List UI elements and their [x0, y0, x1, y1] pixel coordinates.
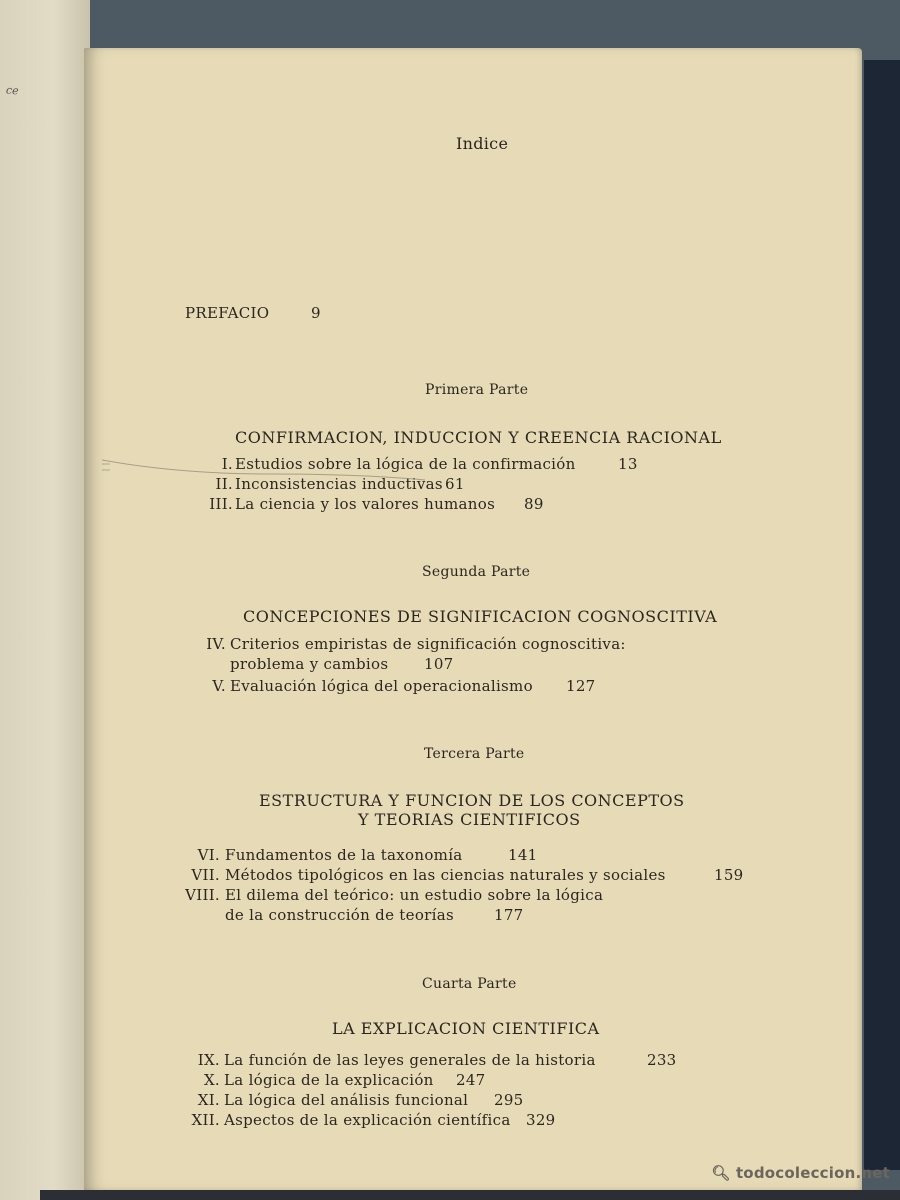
- prefacio-page: 9: [311, 304, 321, 322]
- entry-title: Evaluación lógica del operacionalismo: [230, 677, 533, 695]
- entry-page: 329: [526, 1111, 556, 1129]
- entry-title: La lógica del análisis funcional: [224, 1091, 469, 1109]
- part-label: Primera Parte: [425, 382, 529, 398]
- facing-page: [0, 0, 90, 1200]
- entry-numeral: II.: [215, 475, 233, 493]
- entry-title: El dilema del teórico: un estudio sobre la lógica: [225, 886, 604, 904]
- section-title: LA EXPLICACION CIENTIFICA: [332, 1019, 600, 1038]
- prefacio-label: PREFACIO: [185, 304, 270, 322]
- entry-numeral: III.: [209, 495, 233, 513]
- entry-page: 247: [456, 1071, 486, 1089]
- entry-numeral: IV.: [206, 635, 226, 653]
- entry-page: 141: [508, 846, 538, 864]
- watermark-text: todocoleccion.net: [735, 1164, 890, 1182]
- entry-numeral: VI.: [197, 846, 220, 864]
- entry-page: 61: [445, 475, 465, 493]
- entry-title: La ciencia y los valores humanos: [235, 495, 496, 513]
- entry-numeral: I.: [221, 455, 233, 473]
- entry-page: 177: [494, 906, 524, 924]
- section-title-continuation: Y TEORIAS CIENTIFICOS: [358, 810, 581, 829]
- watermark: [711, 1164, 890, 1182]
- entry-title: Inconsistencias inductivas: [235, 475, 443, 493]
- entry-title: Aspectos de la explicación científica: [224, 1111, 511, 1129]
- entry-page: 107: [424, 655, 454, 673]
- section-title: CONFIRMACION, INDUCCION Y CREENCIA RACIONAL: [235, 428, 722, 447]
- entry-title: La lógica de la explicación: [224, 1071, 434, 1089]
- entry-numeral: XII.: [191, 1111, 220, 1129]
- section-title: ESTRUCTURA Y FUNCION DE LOS CONCEPTOS: [259, 791, 685, 810]
- entry-title: Estudios sobre la lógica de la confirmación: [235, 455, 576, 473]
- entry-numeral: VII.: [191, 866, 220, 884]
- index-page: [84, 48, 862, 1190]
- entry-title-continuation: problema y cambios: [230, 655, 389, 673]
- entry-title: Fundamentos de la taxonomía: [225, 846, 463, 864]
- book-bottom-edge: [40, 1190, 900, 1200]
- page-title: Indice: [456, 134, 509, 153]
- part-label: Tercera Parte: [424, 746, 525, 762]
- magnifier-icon: 🔍︎: [711, 1164, 731, 1182]
- entry-numeral: V.: [212, 677, 226, 695]
- entry-numeral: X.: [203, 1071, 220, 1089]
- section-title: CONCEPCIONES DE SIGNIFICACION COGNOSCITIVA: [243, 607, 718, 626]
- part-label: Segunda Parte: [422, 564, 531, 580]
- entry-title: La función de las leyes generales de la historia: [224, 1051, 596, 1069]
- entry-title: Métodos tipológicos en las ciencias naturales y sociales: [225, 866, 666, 884]
- entry-page: 159: [714, 866, 744, 884]
- entry-title-continuation: de la construcción de teorías: [225, 906, 454, 924]
- book-cover-edge: [864, 60, 900, 1170]
- entry-title: Criterios empiristas de significación cognoscitiva:: [230, 635, 626, 653]
- entry-page: 13: [618, 455, 638, 473]
- entry-numeral: IX.: [197, 1051, 220, 1069]
- part-label: Cuarta Parte: [422, 976, 517, 992]
- entry-page: 233: [647, 1051, 677, 1069]
- entry-numeral: XI.: [197, 1091, 220, 1109]
- entry-page: 295: [494, 1091, 524, 1109]
- entry-page: 127: [566, 677, 596, 695]
- entry-page: 89: [524, 495, 544, 513]
- entry-numeral: VIII.: [185, 886, 220, 904]
- facing-page-fragment: ce: [5, 83, 20, 98]
